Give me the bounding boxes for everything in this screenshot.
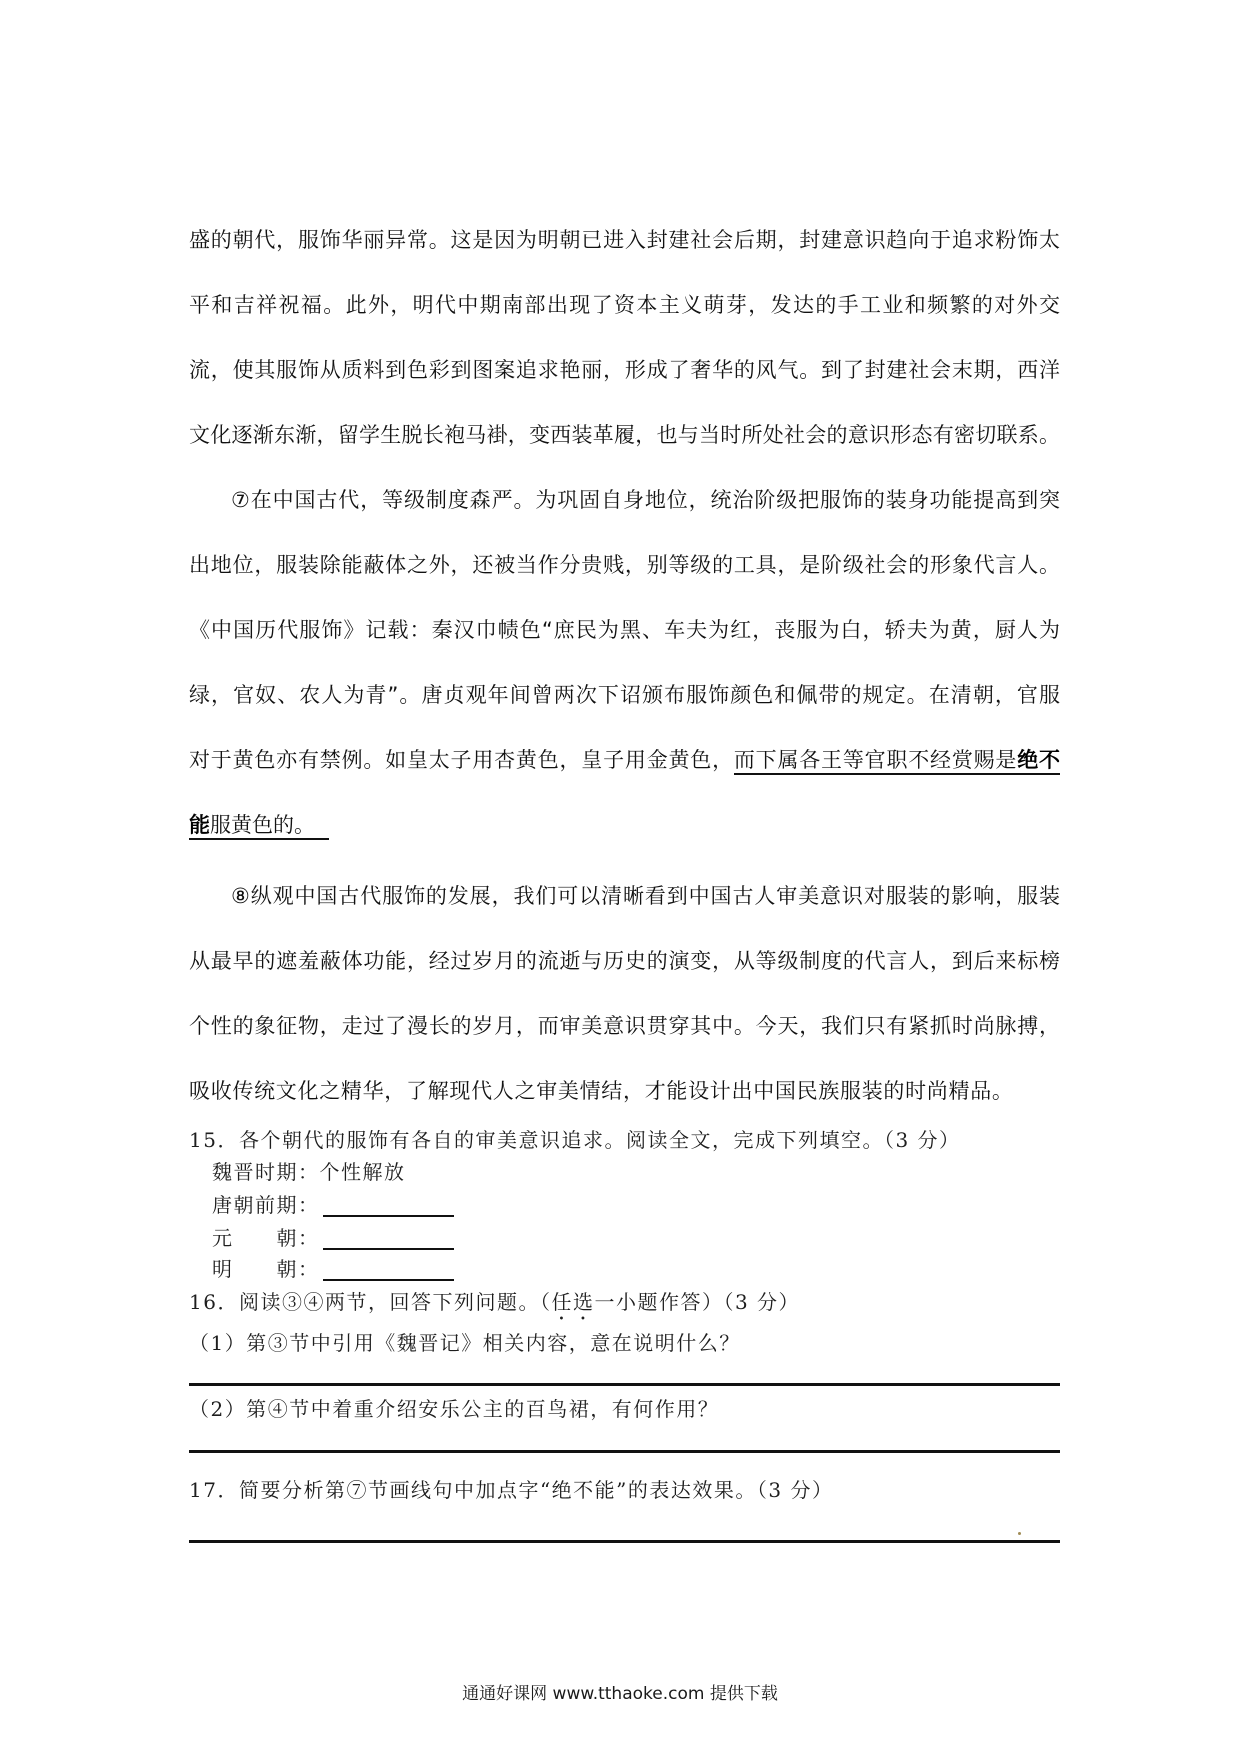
sub-question-1: （1）第③节中引用《魏晋记》相关内容，意在说明什么？ — [189, 1331, 741, 1355]
question-16-stem — [189, 1287, 800, 1317]
paragraph-7 — [189, 468, 1060, 858]
text-line: 《中国历代服饰》记载：秦汉巾帻色“庶民为黑、车夫为红，丧服为白，轿夫为黄，厨人为 — [189, 618, 1060, 642]
fill-in-row — [212, 1157, 406, 1187]
fill-in-label: 元 朝： — [212, 1226, 320, 1250]
fill-in-blank — [323, 1232, 454, 1250]
emphasized-words: 能 — [189, 813, 210, 837]
answer-line — [189, 1540, 1060, 1543]
text-line: 绿，官奴、农人为青”。唐贞观年间曾两次下诏颁布服饰颜色和佩带的规定。在清朝，官服 — [189, 683, 1060, 707]
text-line: 吸收传统文化之精华，了解现代人之审美情结，才能设计出中国民族服装的时尚精品。 — [189, 1079, 1014, 1103]
fill-in-row — [212, 1190, 454, 1220]
text-line: 从最早的遮羞蔽体功能，经过岁月的流逝与历史的演变，从等级制度的代言人，到后来标榜 — [189, 949, 1060, 973]
scan-speck — [1018, 1532, 1021, 1535]
fill-in-label: 魏晋时期： — [212, 1160, 320, 1184]
text-line: ⑦在中国古代，等级制度森严。为巩固自身地位，统治阶级把服饰的装身功能提高到突 — [231, 488, 1060, 512]
paragraph-6-continued — [189, 208, 1060, 468]
fill-in-label: 唐朝前期： — [212, 1193, 320, 1217]
fill-in-row — [212, 1223, 454, 1253]
underlined-sentence — [734, 748, 1060, 775]
reading-passage — [189, 208, 1060, 1124]
fill-in-blank — [323, 1263, 454, 1281]
underlined-sentence — [189, 813, 329, 840]
emphasized-words: 绝不 — [1017, 748, 1060, 772]
fill-in-row — [212, 1254, 454, 1284]
dotted-emphasis: 任选 — [551, 1290, 595, 1314]
text-line: 平和吉祥祝福。此外，明代中期南部出现了资本主义萌芽，发达的手工业和频繁的对外交 — [189, 293, 1060, 317]
question-text: 16．阅读③④两节，回答下列问题。（ — [189, 1290, 552, 1314]
paragraph-8 — [189, 864, 1060, 1124]
text-line-with-underline — [189, 728, 1060, 793]
question-17-stem: 17．简要分析第⑦节画线句中加点字“绝不能”的表达效果。（3 分） — [189, 1478, 834, 1502]
answer-line — [189, 1450, 1060, 1453]
text-line: ⑧纵观中国古代服饰的发展，我们可以清晰看到中国古人审美意识对服装的影响，服装 — [231, 884, 1060, 908]
underlined-text: 而下属各王等官职不经赏赐是 — [733, 748, 1018, 772]
fill-in-label: 明 朝： — [212, 1257, 320, 1281]
text-line: 文化逐渐东渐，留学生脱长袍马褂，变西装革履，也与当时所处社会的意识形态有密切联系。 — [189, 423, 1060, 447]
underlined-text: 服黄色的。 — [210, 813, 315, 837]
question-text: 一小题作答）（3 分） — [594, 1290, 801, 1314]
footer-watermark: 通通好课网 www.tthaoke.com 提供下载 — [462, 1684, 778, 1704]
fill-in-blank — [323, 1199, 454, 1217]
text-line: 盛的朝代，服饰华丽异常。这是因为明朝已进入封建社会后期，封建意识趋向于追求粉饰太 — [189, 228, 1060, 252]
question-15-stem: 15．各个朝代的服饰有各自的审美意识追求。阅读全文，完成下列填空。（3 分） — [189, 1128, 961, 1152]
text-line: 流，使其服饰从质料到色彩到图案追求艳丽，形成了奢华的风气。到了封建社会末期，西洋 — [189, 358, 1060, 382]
fill-in-example-answer: 个性解放 — [319, 1160, 406, 1184]
text-line: 出地位，服装除能蔽体之外，还被当作分贵贱，别等级的工具，是阶级社会的形象代言人。 — [189, 553, 1060, 577]
text-line-with-underline — [189, 793, 1060, 858]
answer-line — [189, 1383, 1060, 1386]
sub-question-2: （2）第④节中着重介绍安乐公主的百鸟裙，有何作用？ — [189, 1397, 720, 1421]
plain-text: 对于黄色亦有禁例。如皇太子用杏黄色，皇子用金黄色， — [189, 748, 734, 772]
text-line: 个性的象征物，走过了漫长的岁月，而审美意识贯穿其中。今天，我们只有紧抓时尚脉搏， — [189, 1014, 1060, 1038]
